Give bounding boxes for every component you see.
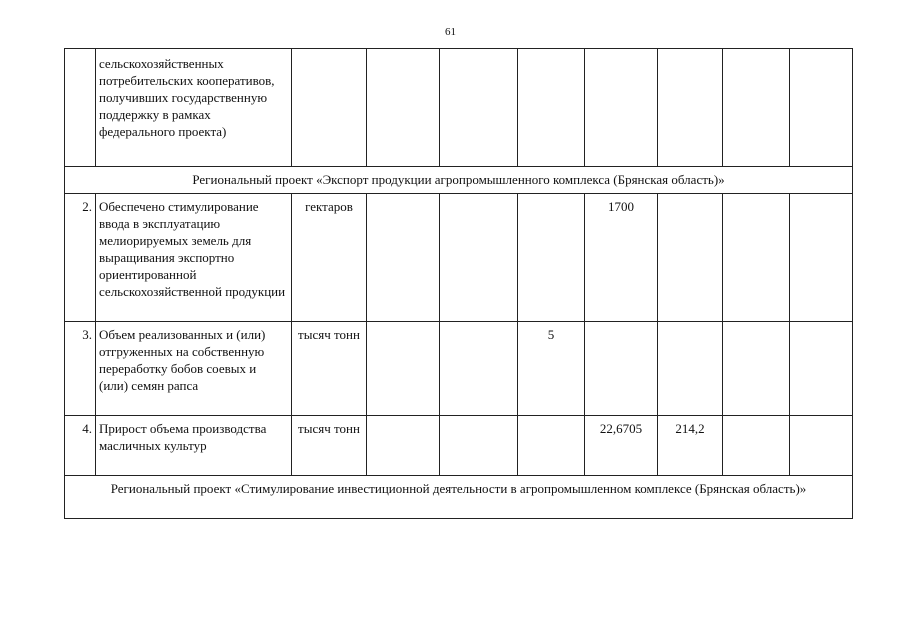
table-row	[65, 416, 853, 476]
value-cell	[658, 49, 723, 167]
value-cell	[518, 194, 585, 322]
value-cell	[440, 322, 518, 416]
value-cell	[790, 194, 853, 322]
indicator-description: Прирост объема производства масличных культур	[96, 416, 292, 476]
unit-cell	[292, 49, 367, 167]
value-cell: 214,2	[658, 416, 723, 476]
indicator-description: Обеспечено стимулирование ввода в эксплуатацию мелиорируемых земель для выращивания экспортно ориентированной сельскохозяйственной продукции	[96, 194, 292, 322]
value-cell	[658, 194, 723, 322]
row-number: 2.	[65, 194, 96, 322]
value-cell	[367, 194, 440, 322]
row-number: 3.	[65, 322, 96, 416]
value-cell	[367, 416, 440, 476]
table-row	[65, 194, 853, 322]
section-row	[65, 167, 853, 194]
value-cell	[658, 322, 723, 416]
value-cell: 1700	[585, 194, 658, 322]
unit-cell: гектаров	[292, 194, 367, 322]
table-row-continued	[65, 49, 853, 167]
indicators-table	[64, 48, 853, 519]
value-cell	[790, 322, 853, 416]
page-number: 61	[445, 26, 456, 38]
value-cell	[790, 416, 853, 476]
section-row	[65, 476, 853, 519]
value-cell	[440, 416, 518, 476]
value-cell	[723, 49, 790, 167]
indicator-description: Объем реализованных и (или) отгруженных на собственную переработку бобов соевых и (или) семян рапса	[96, 322, 292, 416]
table-row	[65, 322, 853, 416]
value-cell: 5	[518, 322, 585, 416]
section-heading-investment: Региональный проект «Стимулирование инвестиционной деятельности в агропромышленном комплексе (Брянская область)»	[65, 476, 853, 519]
section-heading-export: Региональный проект «Экспорт продукции агропромышленного комплекса (Брянская область)»	[65, 167, 853, 194]
value-cell	[518, 49, 585, 167]
value-cell	[723, 194, 790, 322]
value-cell	[440, 49, 518, 167]
value-cell	[440, 194, 518, 322]
value-cell	[723, 416, 790, 476]
value-cell	[790, 49, 853, 167]
row-number: 4.	[65, 416, 96, 476]
unit-cell: тысяч тонн	[292, 322, 367, 416]
row-number	[65, 49, 96, 167]
value-cell	[723, 322, 790, 416]
unit-cell: тысяч тонн	[292, 416, 367, 476]
value-cell	[367, 322, 440, 416]
value-cell	[518, 416, 585, 476]
value-cell	[585, 322, 658, 416]
value-cell	[367, 49, 440, 167]
value-cell	[585, 49, 658, 167]
indicator-description: сельскохозяйственных потребительских кооперативов, получивших государственную поддержку в рамках федерального проекта)	[96, 49, 292, 167]
value-cell: 22,6705	[585, 416, 658, 476]
